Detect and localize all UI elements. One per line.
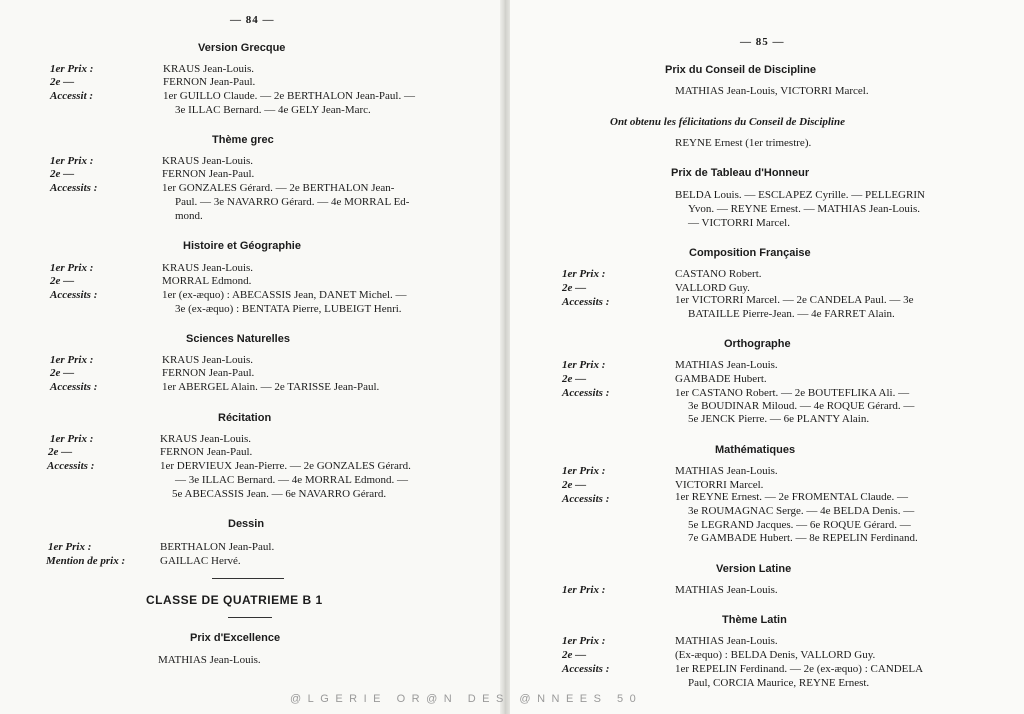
entry-label: Accessits : bbox=[50, 289, 98, 301]
entry-label: 2e — bbox=[50, 367, 75, 379]
section-title: Histoire et Géographie bbox=[183, 240, 301, 252]
book-gutter bbox=[500, 0, 510, 714]
section-title: Prix du Conseil de Discipline bbox=[665, 64, 816, 76]
entry-line: FERNON Jean-Paul. bbox=[160, 446, 253, 458]
entry-label: 1er Prix : bbox=[50, 262, 94, 274]
entry-line: MATHIAS Jean-Louis. bbox=[675, 584, 778, 596]
entry-line: 1er REPELIN Ferdinand. — 2e (ex-æquo) : CANDELA bbox=[675, 663, 924, 675]
entry-line: 1er DERVIEUX Jean-Pierre. — 2e GONZALES Gérard. bbox=[160, 460, 411, 472]
entry-label: 1er Prix : bbox=[562, 359, 606, 371]
entry-label: 1er Prix : bbox=[50, 354, 94, 366]
section-title: Prix de Tableau d'Honneur bbox=[671, 167, 810, 179]
entry-line: Paul, CORCIA Maurice, REYNE Ernest. bbox=[688, 677, 870, 689]
entry-label: 2e — bbox=[50, 76, 75, 88]
entry-line: GAMBADE Hubert. bbox=[675, 373, 767, 385]
entry-line: MATHIAS Jean-Louis. bbox=[675, 465, 778, 477]
class-title: CLASSE DE QUATRIEME B 1 bbox=[146, 593, 323, 607]
entry-label: 2e — bbox=[562, 282, 587, 294]
entry-line: KRAUS Jean-Louis. bbox=[162, 262, 254, 274]
entry-label: 1er Prix : bbox=[50, 155, 94, 167]
entry-line: KRAUS Jean-Louis. bbox=[160, 433, 252, 445]
section-title: Thème grec bbox=[212, 134, 274, 146]
entry-label: 1er Prix : bbox=[48, 541, 92, 553]
section-title: Prix d'Excellence bbox=[190, 632, 281, 644]
felicitations-intro: Ont obtenu les félicitations du Conseil de Discipline bbox=[610, 116, 845, 128]
entry-line: BATAILLE Pierre-Jean. — 4e FARRET Alain. bbox=[688, 308, 895, 320]
entry-line: BELDA Louis. — ESCLAPEZ Cyrille. — PELLEGRIN bbox=[675, 189, 925, 201]
section-title: Orthographe bbox=[724, 338, 791, 350]
entry-line: mond. bbox=[175, 210, 203, 222]
entry-line: FERNON Jean-Paul. bbox=[163, 76, 256, 88]
section-title: Sciences Naturelles bbox=[186, 333, 290, 345]
entry-label: 2e — bbox=[562, 479, 587, 491]
entry-label: 1er Prix : bbox=[562, 465, 606, 477]
entry-line: 1er VICTORRI Marcel. — 2e CANDELA Paul. — 3e bbox=[675, 294, 914, 306]
entry-label: Accessits : bbox=[50, 381, 98, 393]
entry-label: 2e — bbox=[50, 168, 75, 180]
entry-line: 3e (ex-æquo) : BENTATA Pierre, LUBEIGT Henri. bbox=[175, 303, 402, 315]
page-number-right: — 85 — bbox=[740, 36, 785, 48]
page-number-left: — 84 — bbox=[230, 14, 275, 26]
section-title: Composition Française bbox=[689, 247, 811, 259]
divider bbox=[212, 578, 284, 579]
entry-line: Paul. — 3e NAVARRO Gérard. — 4e MORRAL Ed- bbox=[175, 196, 410, 208]
entry-line: KRAUS Jean-Louis. bbox=[163, 63, 255, 75]
entry-line: MORRAL Edmond. bbox=[162, 275, 252, 287]
entry-label: Accessit : bbox=[50, 90, 94, 102]
entry-line: Yvon. — REYNE Ernest. — MATHIAS Jean-Louis. bbox=[688, 203, 921, 215]
entry-line: — VICTORRI Marcel. bbox=[688, 217, 790, 229]
section-title: Version Grecque bbox=[198, 42, 286, 54]
entry-line: KRAUS Jean-Louis. bbox=[162, 354, 254, 366]
entry-line: 5e ABECASSIS Jean. — 6e NAVARRO Gérard. bbox=[172, 488, 387, 500]
entry-line: MATHIAS Jean-Louis, VICTORRI Marcel. bbox=[675, 85, 869, 97]
entry-line: 3e BOUDINAR Miloud. — 4e ROQUE Gérard. — bbox=[688, 400, 915, 412]
entry-line: 5e LEGRAND Jacques. — 6e ROQUE Gérard. — bbox=[688, 519, 911, 531]
entry-line: GAILLAC Hervé. bbox=[160, 555, 241, 567]
entry-line: 1er GUILLO Claude. — 2e BERTHALON Jean-Paul. — bbox=[163, 90, 415, 102]
entry-line: 5e JENCK Pierre. — 6e PLANTY Alain. bbox=[688, 413, 870, 425]
section-title: Récitation bbox=[218, 412, 272, 424]
entry-line: 1er CASTANO Robert. — 2e BOUTEFLIKA Ali. — bbox=[675, 387, 910, 399]
entry-label: Accessits : bbox=[562, 493, 610, 505]
entry-line: FERNON Jean-Paul. bbox=[162, 168, 255, 180]
entry-label: Accessits : bbox=[562, 663, 610, 675]
entry-line: 3e ROUMAGNAC Serge. — 4e BELDA Denis. — bbox=[688, 505, 915, 517]
entry-label: Accessits : bbox=[47, 460, 95, 472]
entry-line: 1er REYNE Ernest. — 2e FROMENTAL Claude. — bbox=[675, 491, 909, 503]
entry-line: REYNE Ernest (1er trimestre). bbox=[675, 137, 812, 149]
entry-label: 1er Prix : bbox=[562, 584, 606, 596]
section-title: Mathématiques bbox=[715, 444, 796, 456]
section-title: Dessin bbox=[228, 518, 265, 530]
section-title: Thème Latin bbox=[722, 614, 787, 626]
entry-line: 1er GONZALES Gérard. — 2e BERTHALON Jean- bbox=[162, 182, 395, 194]
entry-line: VALLORD Guy. bbox=[675, 282, 750, 294]
entry-label: 2e — bbox=[48, 446, 73, 458]
entry-label: 2e — bbox=[562, 373, 587, 385]
entry-line: 7e GAMBADE Hubert. — 8e REPELIN Ferdinand. bbox=[688, 532, 918, 544]
entry-line: MATHIAS Jean-Louis. bbox=[675, 359, 778, 371]
entry-label: Accessits : bbox=[562, 296, 610, 308]
watermark-footer: @LGERIE OR@N DES @NNEES 50 bbox=[290, 693, 643, 705]
right-page bbox=[506, 0, 1024, 714]
divider bbox=[228, 617, 272, 618]
entry-label: Mention de prix : bbox=[46, 555, 126, 567]
entry-label: 1er Prix : bbox=[50, 433, 94, 445]
entry-line: (Ex-æquo) : BELDA Denis, VALLORD Guy. bbox=[675, 649, 876, 661]
entry-label: Accessits : bbox=[562, 387, 610, 399]
entry-line: 1er ABERGEL Alain. — 2e TARISSE Jean-Paul. bbox=[162, 381, 380, 393]
entry-label: 2e — bbox=[50, 275, 75, 287]
entry-line: BERTHALON Jean-Paul. bbox=[160, 541, 275, 553]
entry-line: MATHIAS Jean-Louis. bbox=[675, 635, 778, 647]
section-title: Version Latine bbox=[716, 563, 792, 575]
entry-line: CASTANO Robert. bbox=[675, 268, 762, 280]
entry-line: KRAUS Jean-Louis. bbox=[162, 155, 254, 167]
entry-line: — 3e ILLAC Bernard. — 4e MORRAL Edmond. — bbox=[175, 474, 409, 486]
entry-line: VICTORRI Marcel. bbox=[675, 479, 764, 491]
entry-label: 1er Prix : bbox=[562, 268, 606, 280]
entry-line: 3e ILLAC Bernard. — 4e GELY Jean-Marc. bbox=[175, 104, 371, 116]
entry-label: 1er Prix : bbox=[562, 635, 606, 647]
entry-label: Accessits : bbox=[50, 182, 98, 194]
entry-line: MATHIAS Jean-Louis. bbox=[158, 654, 261, 666]
entry-label: 1er Prix : bbox=[50, 63, 94, 75]
entry-label: 2e — bbox=[562, 649, 587, 661]
entry-line: 1er (ex-æquo) : ABECASSIS Jean, DANET Michel. — bbox=[162, 289, 407, 301]
entry-line: FERNON Jean-Paul. bbox=[162, 367, 255, 379]
